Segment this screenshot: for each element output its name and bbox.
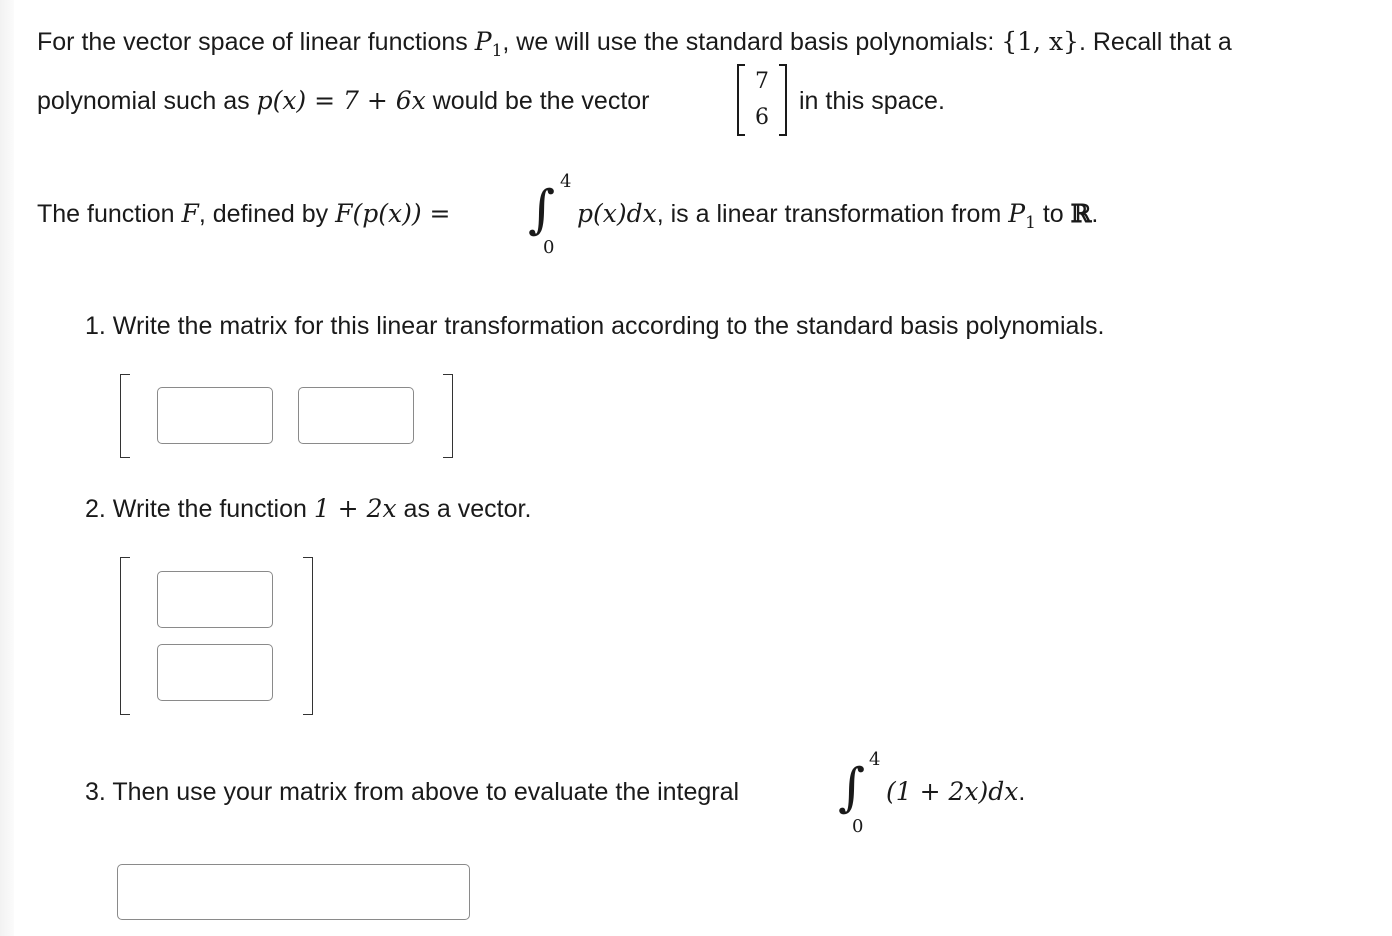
question-3 <box>85 777 739 807</box>
definition-line-end <box>577 199 1098 232</box>
question-2 <box>85 494 531 524</box>
integrand: p(x)dx <box>577 199 657 228</box>
p1-symbol: P <box>474 27 492 56</box>
intro-line-2-prefix: polynomial such as <box>37 87 257 115</box>
example-vector <box>737 64 787 136</box>
f-symbol: F <box>181 199 199 228</box>
question-3-prefix: 3. Then use your matrix from above to evaluate the integral <box>85 778 740 806</box>
question-2-function: 1 + 2x <box>313 494 397 523</box>
question-3-upper-limit: 4 <box>869 749 881 770</box>
definition-to: to <box>1035 200 1071 228</box>
question-3-integrand: (1 + 2x)dx <box>886 777 1019 806</box>
real-numbers-symbol: ℝ <box>1070 199 1092 228</box>
vector-left-bracket <box>120 557 130 715</box>
page-margin-strip <box>0 0 14 936</box>
basis-set: {1, x} <box>1001 27 1079 56</box>
question-3-period: . <box>1018 778 1026 806</box>
p1-subscript: 1 <box>491 41 503 61</box>
integral-result-input[interactable] <box>117 864 470 920</box>
matrix-entry-1-1[interactable] <box>157 387 273 444</box>
question-1: 1. Write the matrix for this linear transformation according to the standard basis polynomials. <box>85 312 1105 340</box>
intro-line-2-suffix: in this space. <box>799 87 945 115</box>
vector-right-bracket <box>303 557 313 715</box>
example-vector-top: 7 <box>755 69 769 94</box>
intro-line-1-suffix: . Recall that a <box>1078 28 1232 56</box>
integral-upper-limit: 4 <box>560 171 572 192</box>
p1-symbol-2: P <box>1008 199 1026 228</box>
intro-line-1-mid: , we will use the standard basis polynomials: <box>502 28 1002 56</box>
definition-mid: , defined by <box>198 200 336 228</box>
question-2-suffix: as a vector. <box>396 495 532 523</box>
f-of-p: F(p(x)) = <box>335 199 451 228</box>
vector-entry-1[interactable] <box>157 571 273 628</box>
matrix-left-bracket <box>120 374 130 458</box>
matrix-entry-1-2[interactable] <box>298 387 414 444</box>
polynomial-example: p(x) = 7 + 6x <box>256 86 426 115</box>
example-vector-bottom: 6 <box>755 105 769 130</box>
definition-line <box>37 199 450 229</box>
intro-line-1-prefix: For the vector space of linear functions <box>37 28 475 56</box>
definition-period: . <box>1091 200 1099 228</box>
question-2-prefix: 2. Write the function <box>85 495 314 523</box>
intro-line-2-end <box>799 86 945 116</box>
intro-line-2 <box>37 86 650 116</box>
question-3-end <box>886 777 1025 807</box>
integral-sign: ∫ <box>528 180 556 240</box>
definition-suffix: , is a linear transformation from <box>656 200 1009 228</box>
matrix-right-bracket <box>443 374 453 458</box>
intro-line-2-mid: would be the vector <box>425 87 650 115</box>
question-3-lower-limit: 0 <box>852 816 864 837</box>
p1-subscript-2: 1 <box>1025 213 1036 233</box>
definition-prefix: The function <box>37 200 182 228</box>
integral-lower-limit: 0 <box>543 237 555 258</box>
vector-entry-2[interactable] <box>157 644 273 701</box>
question-3-integral-sign: ∫ <box>838 758 866 818</box>
intro-line-1 <box>37 27 1232 60</box>
